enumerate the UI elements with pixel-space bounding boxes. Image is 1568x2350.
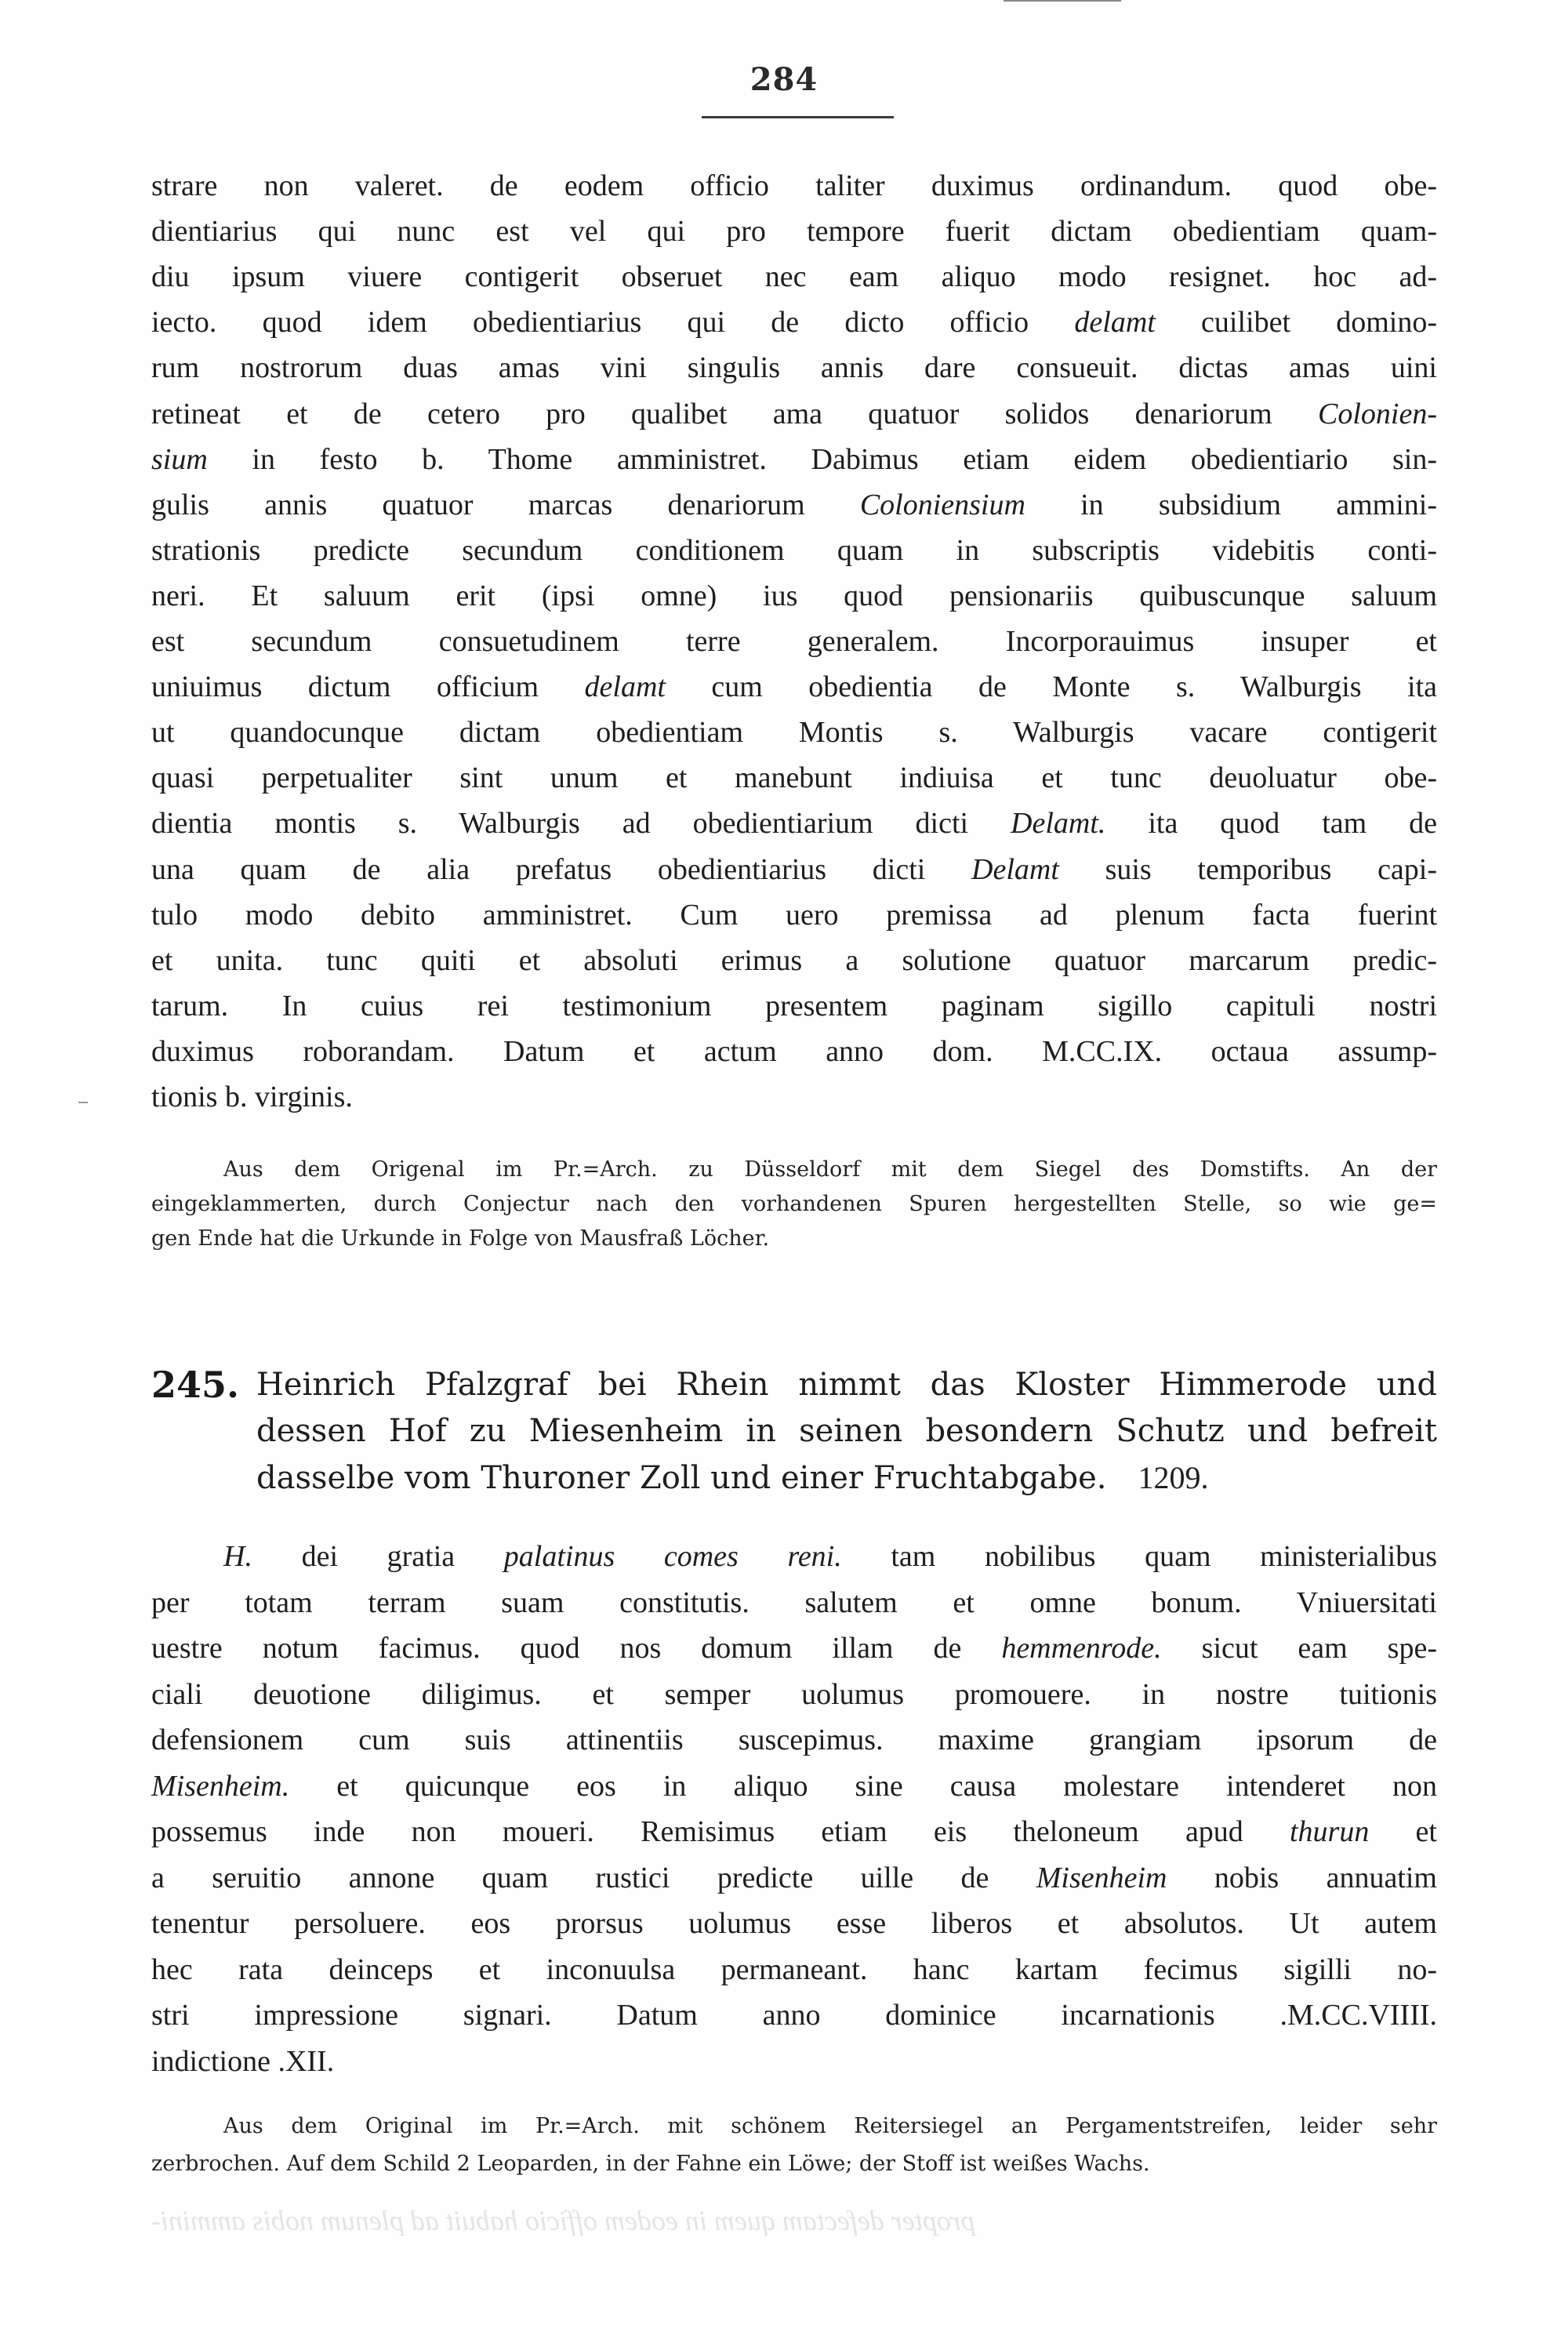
text-line: est secundum consuetudinem terre generalem. Incorporauimus insuper et: [151, 625, 1437, 658]
text-line: rum nostrorum duas amas vini singulis annis dare consueuit. dictas amas uini: [151, 351, 1437, 385]
text-line: [223, 1534, 1437, 1579]
roman-span: retineat et de cetero pro qualibet ama quatuor solidos denariorum: [151, 397, 1319, 430]
roman-span: uestre notum facimus. quod nos domum illam de: [151, 1632, 1002, 1665]
title-text: Heinrich Pfalzgraf bei Rhein nimmt das Kloster Himmerode und: [256, 1367, 1437, 1403]
text-line: per totam terram suam constitutis. salutem et omne bonum. Vniuersitati: [151, 1585, 1437, 1619]
text-line: tenentur persoluere. eos prorsus uolumus esse liberos et absolutos. Ut autem: [151, 1907, 1437, 1940]
text-line: stri impressione signari. Datum anno dominice incarnationis .M.CC.VIIII.: [151, 1999, 1437, 2032]
title-line: [256, 1363, 1437, 1407]
text-line: ciali deuotione diligimus. et semper uolumus promouere. in nostre tuitionis: [151, 1677, 1437, 1711]
roman-span: cum obedientia de Monte s. Walburgis ita: [665, 670, 1437, 704]
roman-span: iecto. quod idem obedientiarius qui de dicto officio: [151, 306, 1075, 340]
italic-span: hemmenrode.: [1001, 1632, 1162, 1665]
roman-span: in subsidium ammini-: [1025, 488, 1438, 521]
italic-span: H.: [223, 1540, 252, 1573]
text-line: hec rata deinceps et inconuulsa permaneant. hanc kartam fecimus sigilli no-: [151, 1952, 1437, 1986]
text-line: ut quandocunque dictam obedientiam Montis s. Walburgis vacare contigerit: [151, 716, 1437, 750]
text-line: [151, 1625, 1437, 1671]
roman-span: a seruitio annone quam rustici predicte uille de: [151, 1861, 1036, 1894]
text-line: tarum. In cuius rei testimonium presentem paginam sigillo capituli nostri: [151, 989, 1437, 1022]
italic-span: delamt: [1074, 306, 1156, 340]
text-line: Aus dem Original im Pr.=Arch. mit schönem Reitersiegel an Pergamentstreifen, leider sehr: [223, 2114, 1437, 2138]
text-line: strare non valeret. de eodem officio taliter duximus ordinandum. quod obe-: [151, 169, 1437, 202]
roman-span: et quicunque eos in aliquo sine causa molestare intenderet non: [289, 1769, 1437, 1803]
roman-span: gulis annis quatuor marcas denariorum: [151, 488, 860, 521]
text-line: strationis predicte secundum conditionem quam in subscriptis videbitis conti-: [151, 533, 1437, 567]
title-line: [256, 1456, 1437, 1500]
text-line: [151, 847, 1437, 892]
text-line: quasi perpetualiter sint unum et manebunt indiuisa et tunc deuoluatur obe-: [151, 761, 1437, 795]
italic-span: Colonien-: [1318, 397, 1437, 430]
text-line: indictione .XII.: [151, 2044, 335, 2078]
title-text: dasselbe vom Thuroner Zoll und einer Fruchtabgabe.: [256, 1460, 1107, 1496]
roman-span: cuilibet domino-: [1155, 306, 1438, 340]
text-line: eingeklammerten, durch Conjectur nach den vorhandenen Spuren hergestellten Stelle, so wie ge=: [151, 1192, 1437, 1216]
text-line: neri. Et saluum erit (ipsi omne) ius quod pensionariis quibuscunque saluum: [151, 579, 1437, 612]
text-line: [151, 1855, 1437, 1901]
text-line: [151, 391, 1437, 437]
roman-span: tam nobilibus quam ministerialibus: [841, 1540, 1437, 1573]
scan-edge-line: [1004, 0, 1121, 2]
roman-span: dei gratia: [252, 1540, 504, 1573]
text-line: [151, 1763, 1437, 1809]
roman-span: ita quod tam de: [1105, 807, 1437, 841]
page-number-rule: [702, 116, 894, 118]
roman-span: nobis annuatim: [1167, 1861, 1437, 1894]
text-line: [151, 1809, 1437, 1854]
roman-span: suis temporibus capi-: [1058, 852, 1438, 886]
italic-span: Delamt.: [1011, 807, 1106, 841]
text-line: [151, 664, 1437, 710]
bleed-through-text: propter defectam quem in eodem officio habuit ad plenum nobis ammini-: [151, 2205, 975, 2236]
text-line: dientiarius qui nunc est vel qui pro tempore fuerit dictam obedientiam quam-: [151, 215, 1437, 249]
text-line: [151, 801, 1437, 846]
roman-span: in festo b. Thome amministret. Dabimus etiam eidem obedientiario sin-: [207, 442, 1437, 476]
page-number: 284: [750, 61, 818, 98]
text-line: diu ipsum viuere contigerit obseruet nec eam aliquo modo resignet. hoc ad-: [151, 260, 1437, 294]
text-line: duximus roborandam. Datum et actum anno dom. M.CC.IX. octaua assump-: [151, 1034, 1437, 1068]
title-line: [256, 1409, 1437, 1453]
roman-span: uniuimus dictum officium: [151, 670, 585, 704]
title-text: dessen Hof zu Miesenheim in seinen besondern Schutz und befreit: [256, 1413, 1437, 1449]
text-line: [151, 482, 1437, 528]
roman-span: possemus inde non moueri. Remisimus etiam eis theloneum apud: [151, 1815, 1290, 1848]
text-line: [151, 437, 1437, 482]
text-line: Aus dem Origenal im Pr.=Arch. zu Düsseldorf mit dem Siegel des Domstifts. An der: [223, 1157, 1437, 1182]
roman-span: et: [1369, 1815, 1437, 1848]
roman-span: una quam de alia prefatus obedientiarius dicti: [151, 852, 972, 886]
text-line: zerbrochen. Auf dem Schild 2 Leoparden, in der Fahne ein Löwe; der Stoff ist weißes Wachs.: [151, 2152, 1150, 2176]
italic-span: Coloniensium: [859, 488, 1025, 521]
italic-span: Misenheim.: [151, 1769, 290, 1803]
roman-span: dientia montis s. Walburgis ad obedientiarium dicti: [151, 807, 1011, 841]
italic-span: thurun: [1290, 1815, 1370, 1848]
italic-span: Misenheim: [1036, 1861, 1167, 1894]
italic-span: Delamt: [971, 852, 1059, 886]
margin-mark: [78, 1102, 88, 1103]
italic-span: sium: [151, 442, 208, 476]
text-line: defensionem cum suis attinentiis suscepimus. maxime grangiam ipsorum de: [151, 1723, 1437, 1756]
document-year: 1209.: [1106, 1460, 1209, 1495]
text-line: gen Ende hat die Urkunde in Folge von Mausfraß Löcher.: [151, 1226, 770, 1251]
document-number: 245.: [151, 1364, 240, 1406]
text-line: tulo modo debito amministret. Cum uero premissa ad plenum facta fuerint: [151, 898, 1437, 932]
roman-span: sicut eam spe-: [1161, 1632, 1437, 1665]
italic-span: palatinus comes reni.: [503, 1540, 842, 1573]
text-line: tionis b. virginis.: [151, 1081, 353, 1113]
text-line: [151, 300, 1437, 345]
text-line: et unita. tunc quiti et absoluti erimus a solutione quatuor marcarum predic-: [151, 943, 1437, 977]
italic-span: delamt: [584, 670, 666, 704]
